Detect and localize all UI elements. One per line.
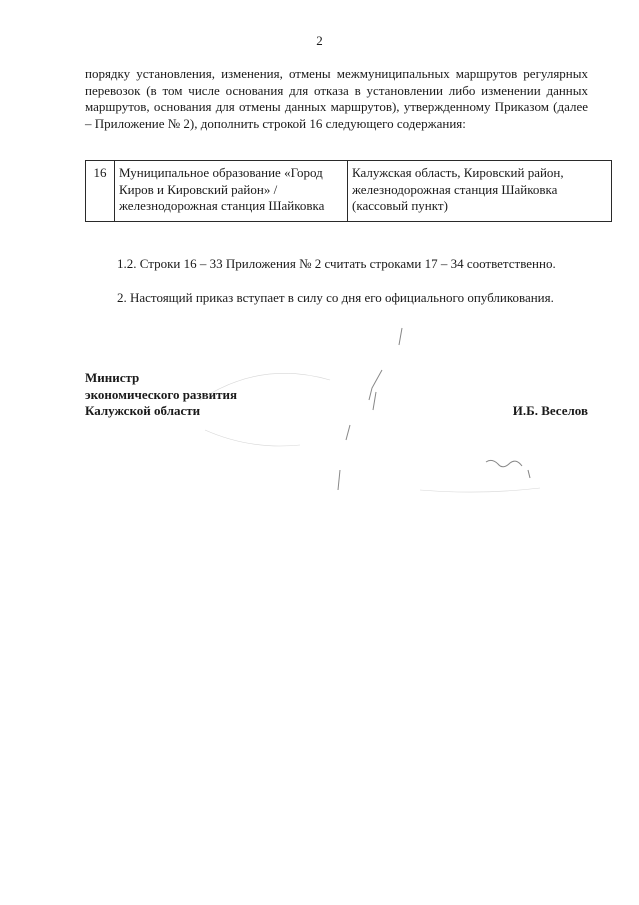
row-number-cell: 16 bbox=[86, 161, 115, 222]
intro-paragraph: порядку установления, изменения, отмены межмуниципальных маршрутов регулярных перевозок (в том числе основания для отказа в установлении либо изменении данных маршрутов, основания для отмены данных маршрутов), утвержденному Приказом (далее – Приложение № 2), дополнить строкой 16 следующего содержания: bbox=[85, 66, 588, 131]
organization-cell: Муниципальное образование «Город Киров и Кировский район» / железнодорожная станция Шайковка bbox=[115, 161, 348, 222]
signer-title-line-2: экономического развития bbox=[85, 386, 238, 402]
signer-name: И.Б. Веселов bbox=[512, 403, 588, 418]
paragraph-1-2: 1.2. Строки 16 – 33 Приложения № 2 считать строками 17 – 34 соответственно. bbox=[117, 256, 556, 271]
signer-title-line-3: Калужской области bbox=[85, 403, 201, 418]
page-number: 2 bbox=[316, 33, 323, 48]
location-cell: Калужская область, Кировский район, железнодорожная станция Шайковка (кассовый пункт) bbox=[348, 161, 612, 222]
paragraph-2: 2. Настоящий приказ вступает в силу со дня его официального опубликования. bbox=[117, 290, 554, 305]
signer-title-line-1: Министр bbox=[85, 370, 140, 385]
